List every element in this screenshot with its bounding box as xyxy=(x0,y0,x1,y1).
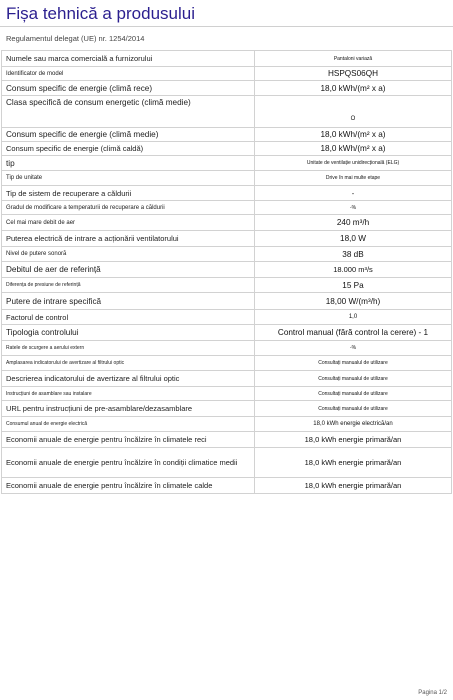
table-row xyxy=(2,128,452,142)
row-label: Consum specific de energie (climă rece) xyxy=(2,81,255,96)
row-label: Gradul de modificare a temperaturii de recuperare a căldurii xyxy=(2,201,255,215)
row-label: Economii anuale de energie pentru încălzire în condiții climatice medii xyxy=(2,448,255,478)
row-label: Clasa specifică de consum energetic (climă medie) xyxy=(2,96,255,128)
row-label: Cel mai mare debit de aer xyxy=(2,215,255,231)
row-value: 18.000 m³/s xyxy=(255,262,452,278)
row-label: Consumul anual de energie electrică xyxy=(2,417,255,432)
table-row xyxy=(2,262,452,278)
row-label: Instrucțiuni de asamblare sau instalare xyxy=(2,387,255,401)
row-value: 240 m³/h xyxy=(255,215,452,231)
row-value: Consultați manualul de utilizare xyxy=(255,356,452,371)
table-row xyxy=(2,387,452,401)
table-row xyxy=(2,247,452,262)
table-row xyxy=(2,401,452,417)
row-label: Tip de sistem de recuperare a căldurii xyxy=(2,186,255,201)
row-label: Consum specific de energie (climă caldă) xyxy=(2,142,255,156)
table-row xyxy=(2,448,452,478)
table-row xyxy=(2,417,452,432)
row-label: Tip de unitate xyxy=(2,171,255,186)
row-label: URL pentru instrucțiuni de pre-asamblare/dezasamblare xyxy=(2,401,255,417)
table-row xyxy=(2,96,452,128)
table-row xyxy=(2,325,452,341)
title-divider xyxy=(0,26,453,27)
row-value: 18,0 kWh/(m² x a) xyxy=(255,81,452,96)
row-label: Factorul de control xyxy=(2,310,255,325)
row-label: Amplasarea indicatorului de avertizare al filtrului optic xyxy=(2,356,255,371)
row-value: Drive în mai multe etape xyxy=(255,171,452,186)
row-value: -% xyxy=(255,201,452,215)
row-value: - xyxy=(255,186,452,201)
row-value: 18,0 kWh energie primară/an xyxy=(255,448,452,478)
table-row xyxy=(2,371,452,387)
row-label: Putere de intrare specifică xyxy=(2,293,255,310)
row-value: 38 dB xyxy=(255,247,452,262)
table-row xyxy=(2,171,452,186)
table-row xyxy=(2,341,452,356)
row-label: Consum specific de energie (climă medie) xyxy=(2,128,255,142)
table-row xyxy=(2,310,452,325)
table-row xyxy=(2,186,452,201)
table-row xyxy=(2,81,452,96)
row-value: Unitate de ventilație unidirecțională (ELG) xyxy=(255,156,452,171)
table-row xyxy=(2,478,452,494)
row-value: Consultați manualul de utilizare xyxy=(255,371,452,387)
row-value: -% xyxy=(255,341,452,356)
row-label: Puterea electrică de intrare a acționării ventilatorului xyxy=(2,231,255,247)
row-value: 18,0 kWh energie electrică/an xyxy=(255,417,452,432)
table-row xyxy=(2,293,452,310)
row-label: Nivel de putere sonoră xyxy=(2,247,255,262)
table-row xyxy=(2,356,452,371)
table-row xyxy=(2,156,452,171)
row-label: Tipologia controlului xyxy=(2,325,255,341)
row-value: O xyxy=(255,96,452,128)
row-label: Economii anuale de energie pentru încălzire în climatele reci xyxy=(2,432,255,448)
row-label: Identificator de model xyxy=(2,67,255,81)
table-row xyxy=(2,278,452,293)
row-value: 18,0 kWh energie primară/an xyxy=(255,478,452,494)
page-number: Pagina 1/2 xyxy=(418,690,447,696)
regulation-reference: Regulamentul delegat (UE) nr. 1254/2014 xyxy=(6,34,145,43)
row-value: 18,0 kWh energie primară/an xyxy=(255,432,452,448)
row-value: Consultați manualul de utilizare xyxy=(255,387,452,401)
row-value: Control manual (fără control la cerere) - 1 xyxy=(255,325,452,341)
row-value: Pantaloni variază xyxy=(255,51,452,67)
table-row xyxy=(2,201,452,215)
row-label: Descrierea indicatorului de avertizare al filtrului optic xyxy=(2,371,255,387)
table-row xyxy=(2,215,452,231)
table-row xyxy=(2,142,452,156)
row-value: 18,0 kWh/(m² x a) xyxy=(255,128,452,142)
row-value: 18,0 kWh/(m² x a) xyxy=(255,142,452,156)
table-row xyxy=(2,432,452,448)
row-label: Economii anuale de energie pentru încălzire în climatele calde xyxy=(2,478,255,494)
row-value: 18,0 W xyxy=(255,231,452,247)
row-label: Ratele de scurgere a aerului extern xyxy=(2,341,255,356)
product-spec-table xyxy=(1,50,452,494)
row-value: 18,00 W/(m³/h) xyxy=(255,293,452,310)
table-row xyxy=(2,67,452,81)
row-label: Diferența de presiune de referință xyxy=(2,278,255,293)
table-row xyxy=(2,51,452,67)
row-value: Consultați manualul de utilizare xyxy=(255,401,452,417)
row-value: 1,0 xyxy=(255,310,452,325)
row-label: tip xyxy=(2,156,255,171)
row-value: 15 Pa xyxy=(255,278,452,293)
row-label: Debitul de aer de referință xyxy=(2,262,255,278)
page-title: Fișa tehnică a produsului xyxy=(6,4,196,23)
row-label: Numele sau marca comercială a furnizorului xyxy=(2,51,255,67)
row-value: HSPQS06QH xyxy=(255,67,452,81)
table-row xyxy=(2,231,452,247)
